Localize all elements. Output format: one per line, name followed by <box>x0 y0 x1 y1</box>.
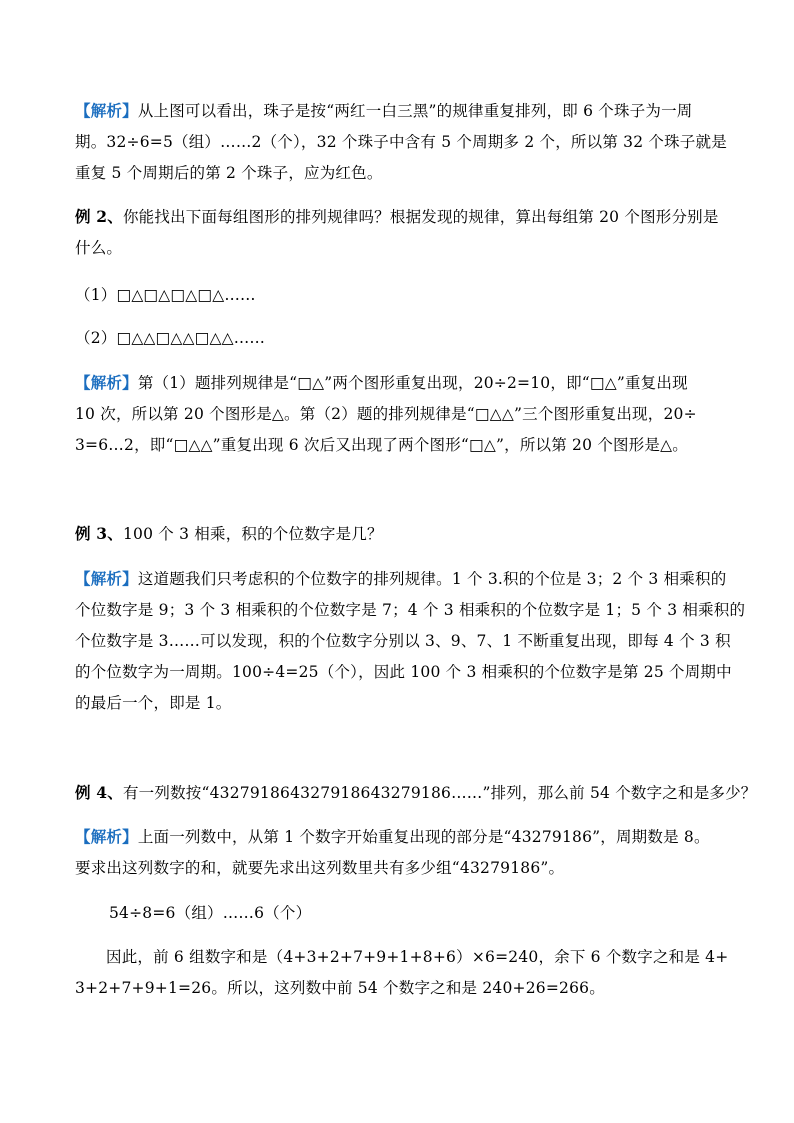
example-3-label: 例 3、 <box>75 524 123 543</box>
analysis-3-line-2: 个位数字是 9；3 个 3 相乘积的个位数字是 7；4 个 3 相乘积的个位数字是 1；5 个 3 相乘积的 <box>75 601 746 619</box>
example-2-question-1: （1）□△□△□△□△…… <box>75 286 256 304</box>
analysis-tag: 【解析】 <box>75 827 138 846</box>
analysis-tag: 【解析】 <box>75 569 138 588</box>
example-2-line-1: 例 2、你能找出下面每组图形的排列规律吗？根据发现的规律，算出每组第 20 个图形分别是 <box>75 207 719 226</box>
example-2-line-2: 什么。 <box>75 239 123 257</box>
shape-sequence-1: □△□△□△□△…… <box>116 286 256 304</box>
analysis-3-line-4: 的个位数字为一周期。100÷4=25（个），因此 100 个 3 相乘积的个位数字是第 25 个周期中 <box>75 663 732 681</box>
shape-sequence-2: □△△□△△□△△…… <box>116 329 266 347</box>
analysis-2-line-1: 【解析】第（1）题排列规律是“□△”两个图形重复出现，20÷2=10，即“□△”重复出现 <box>75 373 688 392</box>
example-3-line-1: 例 3、100 个 3 相乘，积的个位数字是几？ <box>75 524 383 543</box>
example-4-label: 例 4、 <box>75 783 123 802</box>
analysis-4-line-5: 3+2+7+9+1=26。所以，这列数中前 54 个数字之和是 240+26=266。 <box>75 979 605 997</box>
example-2-label: 例 2、 <box>75 207 123 226</box>
analysis-3-line-5: 的最后一个，即是 1。 <box>75 694 232 712</box>
analysis-1-line-3: 重复 5 个周期后的第 2 个珠子，应为红色。 <box>75 164 383 182</box>
analysis-4-line-1: 【解析】上面一列数中，从第 1 个数字开始重复出现的部分是“43279186”，周期数是 8。 <box>75 827 710 846</box>
analysis-1-line-2: 期。32÷6=5（组）……2（个），32 个珠子中含有 5 个周期多 2 个，所以第 32 个珠子就是 <box>75 133 727 151</box>
example-4-line-1: 例 4、有一列数按“432791864327918643279186……”排列，那么前 54 个数字之和是多少？ <box>75 783 757 802</box>
analysis-3-line-3: 个位数字是 3……可以发现，积的个位数字分别以 3、9、7、1 不断重复出现，即每 4 个 3 积 <box>75 632 731 650</box>
analysis-4-line-4: 因此，前 6 组数字和是（4+3+2+7+9+1+8+6）×6=240，余下 6 个数字之和是 4+ <box>106 948 729 966</box>
analysis-4-line-2: 要求出这列数字的和，就要先求出这列数里共有多少组“43279186”。 <box>75 859 565 877</box>
analysis-4-line-3: 54÷8=6（组）……6（个） <box>109 904 312 922</box>
analysis-2-line-2: 10 次，所以第 20 个图形是△。第（2）题的排列规律是“□△△”三个图形重复出现，20÷ <box>75 405 697 423</box>
analysis-3-line-1: 【解析】这道题我们只考虑积的个位数字的排列规律。1 个 3.积的个位是 3；2 个 3 相乘积的 <box>75 569 727 588</box>
analysis-tag: 【解析】 <box>75 101 138 120</box>
analysis-1-line-1: 【解析】从上图可以看出，珠子是按“两红一白三黑”的规律重复排列，即 6 个珠子为一周 <box>75 101 693 120</box>
example-2-question-2: （2）□△△□△△□△△…… <box>75 329 266 347</box>
analysis-tag: 【解析】 <box>75 373 138 392</box>
analysis-2-line-3: 3=6…2，即“□△△”重复出现 6 次后又出现了两个图形“□△”，所以第 20 个图形是△。 <box>75 436 688 454</box>
